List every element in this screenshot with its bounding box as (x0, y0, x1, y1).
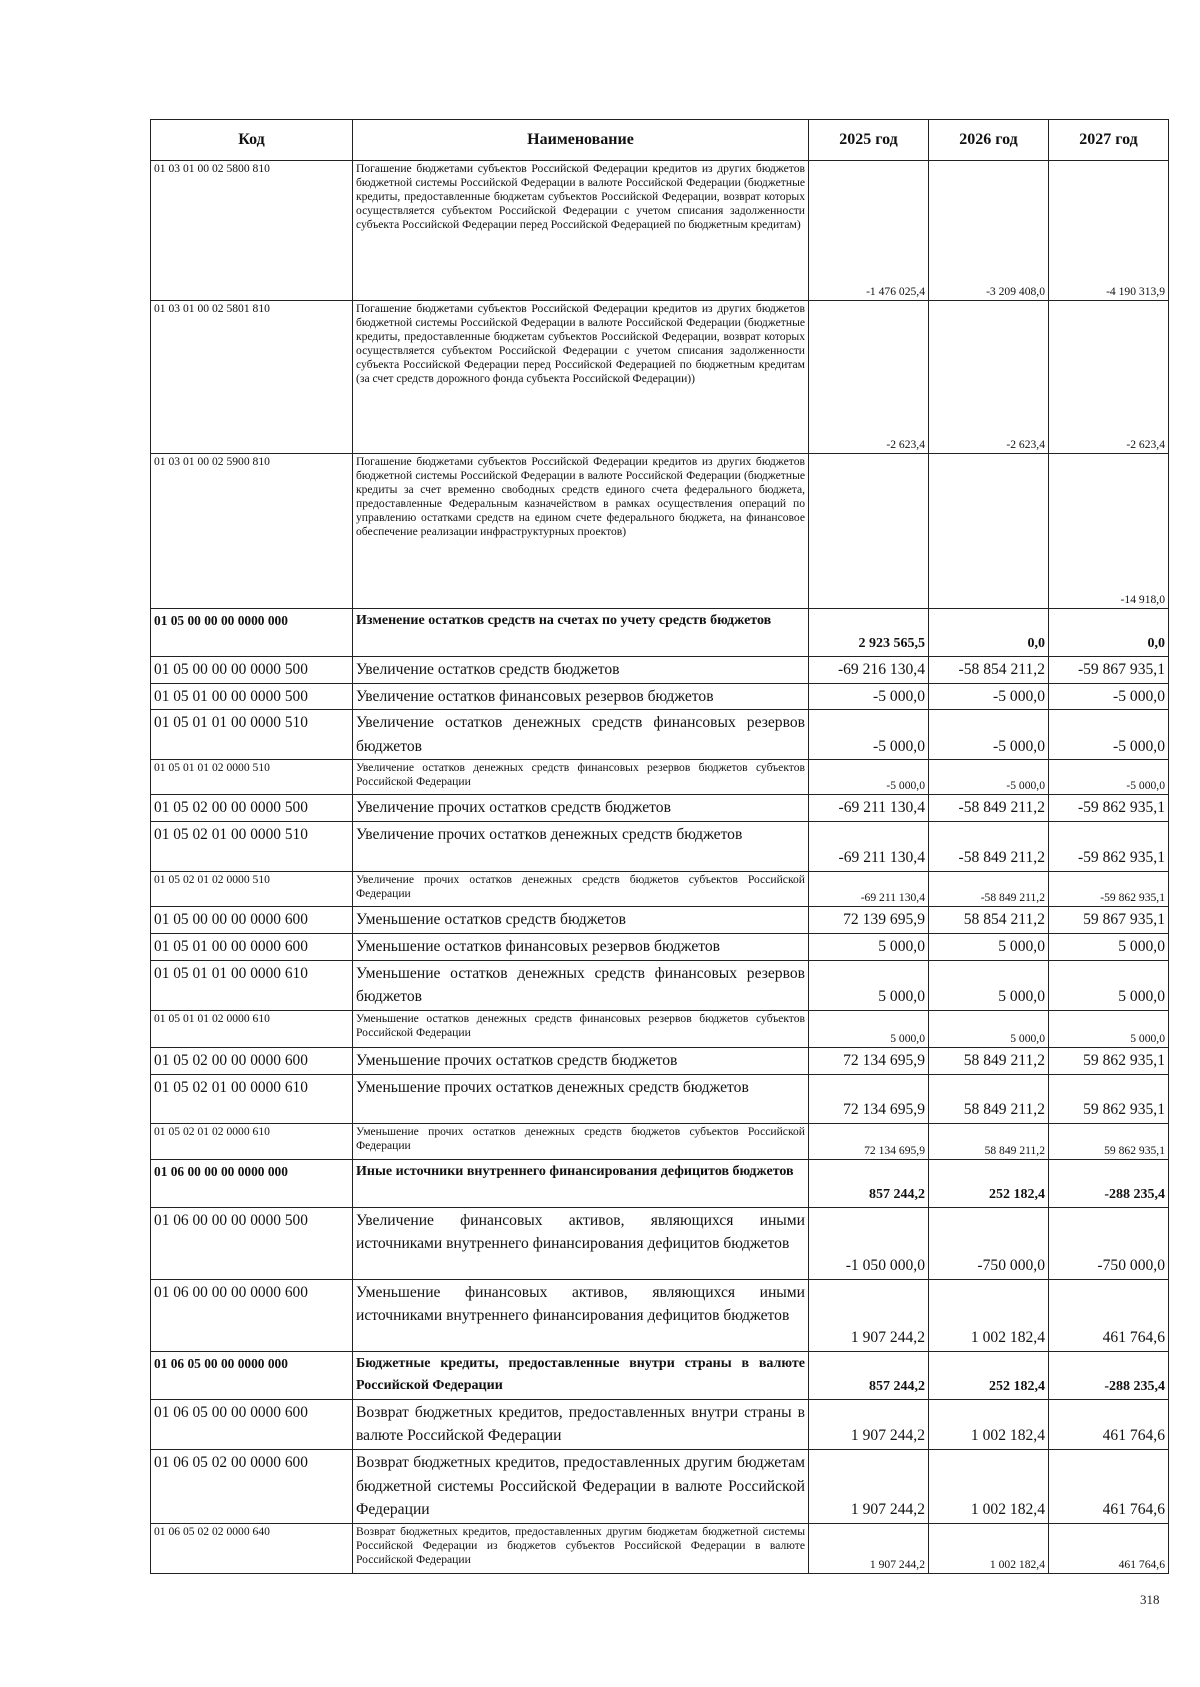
row-value-2025: 72 134 695,9 (809, 1047, 929, 1074)
row-value-2026: 252 182,4 (929, 1159, 1049, 1207)
row-value-2026: -750 000,0 (929, 1207, 1049, 1279)
row-code-cell: 01 06 05 00 00 0000 000 (151, 1351, 353, 1399)
row-code-cell: 01 03 01 00 02 5900 810 (151, 454, 353, 609)
row-code-cell: 01 06 05 02 02 0000 640 (151, 1523, 353, 1573)
row-value-2027: -5 000,0 (1049, 710, 1169, 760)
row-value-2025: -2 623,4 (809, 301, 929, 454)
row-value-2027: 5 000,0 (1049, 960, 1169, 1010)
row-name-cell: Увеличение прочих остатков средств бюджетов (353, 795, 809, 822)
row-name-cell: Уменьшение остатков финансовых резервов бюджетов (353, 933, 809, 960)
row-value-2025: 72 139 695,9 (809, 906, 929, 933)
row-code-cell: 01 05 02 01 00 0000 610 (151, 1074, 353, 1123)
row-value-2027: 461 764,6 (1049, 1279, 1169, 1351)
row-value-2025: -1 050 000,0 (809, 1207, 929, 1279)
page-number: 318 (1140, 1592, 1160, 1607)
row-value-2026: 5 000,0 (929, 1010, 1049, 1047)
row-value-2027: 59 862 935,1 (1049, 1123, 1169, 1159)
row-code-cell: 01 05 02 00 00 0000 500 (151, 795, 353, 822)
row-code-cell: 01 06 00 00 00 0000 500 (151, 1207, 353, 1279)
table-row (151, 1523, 1169, 1573)
row-name-cell: Возврат бюджетных кредитов, предоставленных другим бюджетам бюджетной системы Российской Федерации в валюте Российской Федерации (353, 1449, 809, 1523)
row-name-cell: Увеличение финансовых активов, являющихся иными источниками внутреннего финансирования дефицитов бюджетов (353, 1207, 809, 1279)
row-value-2026: -58 849 211,2 (929, 871, 1049, 906)
table-row (151, 1399, 1169, 1449)
row-name-cell: Уменьшение прочих остатков средств бюджетов (353, 1047, 809, 1074)
table-row (151, 1074, 1169, 1123)
row-code-cell: 01 05 00 00 00 0000 600 (151, 906, 353, 933)
row-value-2026: -2 623,4 (929, 301, 1049, 454)
row-value-2027: 5 000,0 (1049, 933, 1169, 960)
row-code-cell: 01 05 00 00 00 0000 500 (151, 657, 353, 684)
row-value-2025: -69 211 130,4 (809, 821, 929, 871)
row-value-2026: 58 849 211,2 (929, 1074, 1049, 1123)
row-value-2025: 857 244,2 (809, 1159, 929, 1207)
row-name-cell: Уменьшение прочих остатков денежных средств бюджетов субъектов Российской Федерации (353, 1123, 809, 1159)
table-row (151, 821, 1169, 871)
row-name-cell: Уменьшение остатков средств бюджетов (353, 906, 809, 933)
row-value-2025: -1 476 025,4 (809, 161, 929, 301)
row-value-2026: 1 002 182,4 (929, 1279, 1049, 1351)
row-code-cell: 01 05 02 00 00 0000 600 (151, 1047, 353, 1074)
table-row (151, 609, 1169, 657)
table-row (151, 1047, 1169, 1074)
row-value-2025: 2 923 565,5 (809, 609, 929, 657)
table-row (151, 1010, 1169, 1047)
row-name-cell: Увеличение прочих остатков денежных средств бюджетов субъектов Российской Федерации (353, 871, 809, 906)
row-value-2027: 59 862 935,1 (1049, 1074, 1169, 1123)
row-value-2026: 1 002 182,4 (929, 1449, 1049, 1523)
table-row (151, 871, 1169, 906)
row-value-2027: -2 623,4 (1049, 301, 1169, 454)
header-2025: 2025 год (809, 120, 929, 161)
table-row (151, 933, 1169, 960)
row-value-2026: 58 849 211,2 (929, 1123, 1049, 1159)
row-value-2025: -69 211 130,4 (809, 795, 929, 822)
row-value-2027: -4 190 313,9 (1049, 161, 1169, 301)
row-value-2027: 5 000,0 (1049, 1010, 1169, 1047)
row-name-cell: Возврат бюджетных кредитов, предоставленных внутри страны в валюте Российской Федерации (353, 1399, 809, 1449)
row-value-2025: 5 000,0 (809, 933, 929, 960)
row-value-2027: -288 235,4 (1049, 1351, 1169, 1399)
row-code-cell: 01 05 02 01 02 0000 610 (151, 1123, 353, 1159)
row-value-2027: 461 764,6 (1049, 1523, 1169, 1573)
row-code-cell: 01 06 00 00 00 0000 000 (151, 1159, 353, 1207)
row-value-2025: -5 000,0 (809, 710, 929, 760)
row-name-cell: Уменьшение остатков денежных средств финансовых резервов бюджетов (353, 960, 809, 1010)
row-value-2025: -69 216 130,4 (809, 657, 929, 684)
row-name-cell: Увеличение прочих остатков денежных средств бюджетов (353, 821, 809, 871)
row-value-2027: 461 764,6 (1049, 1399, 1169, 1449)
row-name-cell: Увеличение остатков финансовых резервов бюджетов (353, 683, 809, 710)
row-value-2027: -14 918,0 (1049, 454, 1169, 609)
row-value-2025: 1 907 244,2 (809, 1449, 929, 1523)
row-name-cell: Иные источники внутреннего финансирования дефицитов бюджетов (353, 1159, 809, 1207)
table-row (151, 710, 1169, 760)
row-value-2025: 857 244,2 (809, 1351, 929, 1399)
row-value-2027: 461 764,6 (1049, 1449, 1169, 1523)
row-value-2026: 5 000,0 (929, 960, 1049, 1010)
row-value-2026: -58 849 211,2 (929, 821, 1049, 871)
header-2026: 2026 год (929, 120, 1049, 161)
row-value-2027: -59 862 935,1 (1049, 795, 1169, 822)
row-value-2026: -5 000,0 (929, 760, 1049, 795)
row-code-cell: 01 03 01 00 02 5800 810 (151, 161, 353, 301)
row-code-cell: 01 06 05 00 00 0000 600 (151, 1399, 353, 1449)
row-value-2026: 58 849 211,2 (929, 1047, 1049, 1074)
row-code-cell: 01 05 02 01 02 0000 510 (151, 871, 353, 906)
row-value-2025 (809, 454, 929, 609)
table-row (151, 906, 1169, 933)
table-row (151, 1123, 1169, 1159)
table-row (151, 161, 1169, 301)
row-code-cell: 01 03 01 00 02 5801 810 (151, 301, 353, 454)
table-row (151, 1351, 1169, 1399)
row-value-2025: -5 000,0 (809, 683, 929, 710)
budget-sources-table (150, 119, 1169, 1574)
row-name-cell: Увеличение остатков денежных средств финансовых резервов бюджетов субъектов Российской Федерации (353, 760, 809, 795)
row-value-2026: -58 849 211,2 (929, 795, 1049, 822)
row-code-cell: 01 06 05 02 00 0000 600 (151, 1449, 353, 1523)
row-code-cell: 01 05 01 01 02 0000 610 (151, 1010, 353, 1047)
row-value-2026: 5 000,0 (929, 933, 1049, 960)
table-row (151, 960, 1169, 1010)
row-value-2026 (929, 454, 1049, 609)
row-value-2025: -69 211 130,4 (809, 871, 929, 906)
row-value-2027: -5 000,0 (1049, 683, 1169, 710)
row-code-cell: 01 06 00 00 00 0000 600 (151, 1279, 353, 1351)
table-row (151, 1449, 1169, 1523)
table-row (151, 301, 1169, 454)
row-name-cell: Погашение бюджетами субъектов Российской Федерации кредитов из других бюджетов бюджетной системы Российской Федерации в валюте Российской Федерации (бюджетные кредиты, предоставленные бюджетам субъектов Российской Федерации, возврат которых осуществляется субъектом Российской Федерации с учетом списания задолженности субъекта Российской Федерации перед Российской Федерацией по бюджетным кредитам (за счет средств дорожного фонда субъекта Российской Федерации)) (353, 301, 809, 454)
row-name-cell: Возврат бюджетных кредитов, предоставленных другим бюджетам бюджетной системы Российской Федерации из бюджетов субъектов Российской Федерации в валюте Российской Федерации (353, 1523, 809, 1573)
row-value-2027: -59 862 935,1 (1049, 821, 1169, 871)
row-name-cell: Увеличение остатков денежных средств финансовых резервов бюджетов (353, 710, 809, 760)
row-code-cell: 01 05 01 00 00 0000 600 (151, 933, 353, 960)
row-name-cell: Погашение бюджетами субъектов Российской Федерации кредитов из других бюджетов бюджетной системы Российской Федерации в валюте Российской Федерации (бюджетные кредиты за счет временно свободных средств единого счета федерального бюджета, предоставленные Федеральным казначейством в рамках осуществления операций по управлению остатками средств на едином счете федерального бюджета, на финансовое обеспечение реализации инфраструктурных проектов) (353, 454, 809, 609)
row-code-cell: 01 05 01 01 00 0000 510 (151, 710, 353, 760)
row-value-2026: 1 002 182,4 (929, 1523, 1049, 1573)
row-code-cell: 01 05 01 00 00 0000 500 (151, 683, 353, 710)
row-value-2027: -59 867 935,1 (1049, 657, 1169, 684)
row-value-2027: 59 862 935,1 (1049, 1047, 1169, 1074)
row-value-2026: 1 002 182,4 (929, 1399, 1049, 1449)
row-code-cell: 01 05 00 00 00 0000 000 (151, 609, 353, 657)
row-value-2025: 72 134 695,9 (809, 1123, 929, 1159)
table-row (151, 683, 1169, 710)
table-header-row (151, 120, 1169, 161)
table-row (151, 1159, 1169, 1207)
row-value-2025: 72 134 695,9 (809, 1074, 929, 1123)
header-2027: 2027 год (1049, 120, 1169, 161)
row-value-2026: -5 000,0 (929, 683, 1049, 710)
row-value-2026: -5 000,0 (929, 710, 1049, 760)
header-name: Наименование (353, 120, 809, 161)
table-row (151, 1279, 1169, 1351)
row-value-2025: 5 000,0 (809, 960, 929, 1010)
table-row (151, 1207, 1169, 1279)
row-value-2025: 1 907 244,2 (809, 1279, 929, 1351)
row-value-2026: 58 854 211,2 (929, 906, 1049, 933)
row-value-2027: -59 862 935,1 (1049, 871, 1169, 906)
row-code-cell: 01 05 01 01 02 0000 510 (151, 760, 353, 795)
row-value-2027: 0,0 (1049, 609, 1169, 657)
table-row (151, 795, 1169, 822)
header-code: Код (151, 120, 353, 161)
row-value-2026: 252 182,4 (929, 1351, 1049, 1399)
document-page (150, 119, 1168, 1574)
row-value-2027: -5 000,0 (1049, 760, 1169, 795)
row-name-cell: Уменьшение остатков денежных средств финансовых резервов бюджетов субъектов Российской Федерации (353, 1010, 809, 1047)
table-row (151, 760, 1169, 795)
row-value-2025: -5 000,0 (809, 760, 929, 795)
table-row (151, 657, 1169, 684)
row-value-2027: -288 235,4 (1049, 1159, 1169, 1207)
row-value-2025: 5 000,0 (809, 1010, 929, 1047)
row-value-2026: 0,0 (929, 609, 1049, 657)
table-row (151, 454, 1169, 609)
row-value-2025: 1 907 244,2 (809, 1523, 929, 1573)
row-value-2027: 59 867 935,1 (1049, 906, 1169, 933)
row-name-cell: Изменение остатков средств на счетах по учету средств бюджетов (353, 609, 809, 657)
table-body (151, 161, 1169, 1574)
row-value-2026: -3 209 408,0 (929, 161, 1049, 301)
row-value-2027: -750 000,0 (1049, 1207, 1169, 1279)
row-name-cell: Бюджетные кредиты, предоставленные внутри страны в валюте Российской Федерации (353, 1351, 809, 1399)
row-name-cell: Погашение бюджетами субъектов Российской Федерации кредитов из других бюджетов бюджетной системы Российской Федерации в валюте Российской Федерации (бюджетные кредиты, предоставленные бюджетам субъектов Российской Федерации, возврат которых осуществляется субъектом Российской Федерации с учетом списания задолженности субъекта Российской Федерации перед Российской Федерацией по бюджетным кредитам) (353, 161, 809, 301)
row-value-2026: -58 854 211,2 (929, 657, 1049, 684)
row-name-cell: Увеличение остатков средств бюджетов (353, 657, 809, 684)
row-value-2025: 1 907 244,2 (809, 1399, 929, 1449)
row-name-cell: Уменьшение прочих остатков денежных средств бюджетов (353, 1074, 809, 1123)
row-code-cell: 01 05 01 01 00 0000 610 (151, 960, 353, 1010)
row-code-cell: 01 05 02 01 00 0000 510 (151, 821, 353, 871)
row-name-cell: Уменьшение финансовых активов, являющихся иными источниками внутреннего финансирования дефицитов бюджетов (353, 1279, 809, 1351)
